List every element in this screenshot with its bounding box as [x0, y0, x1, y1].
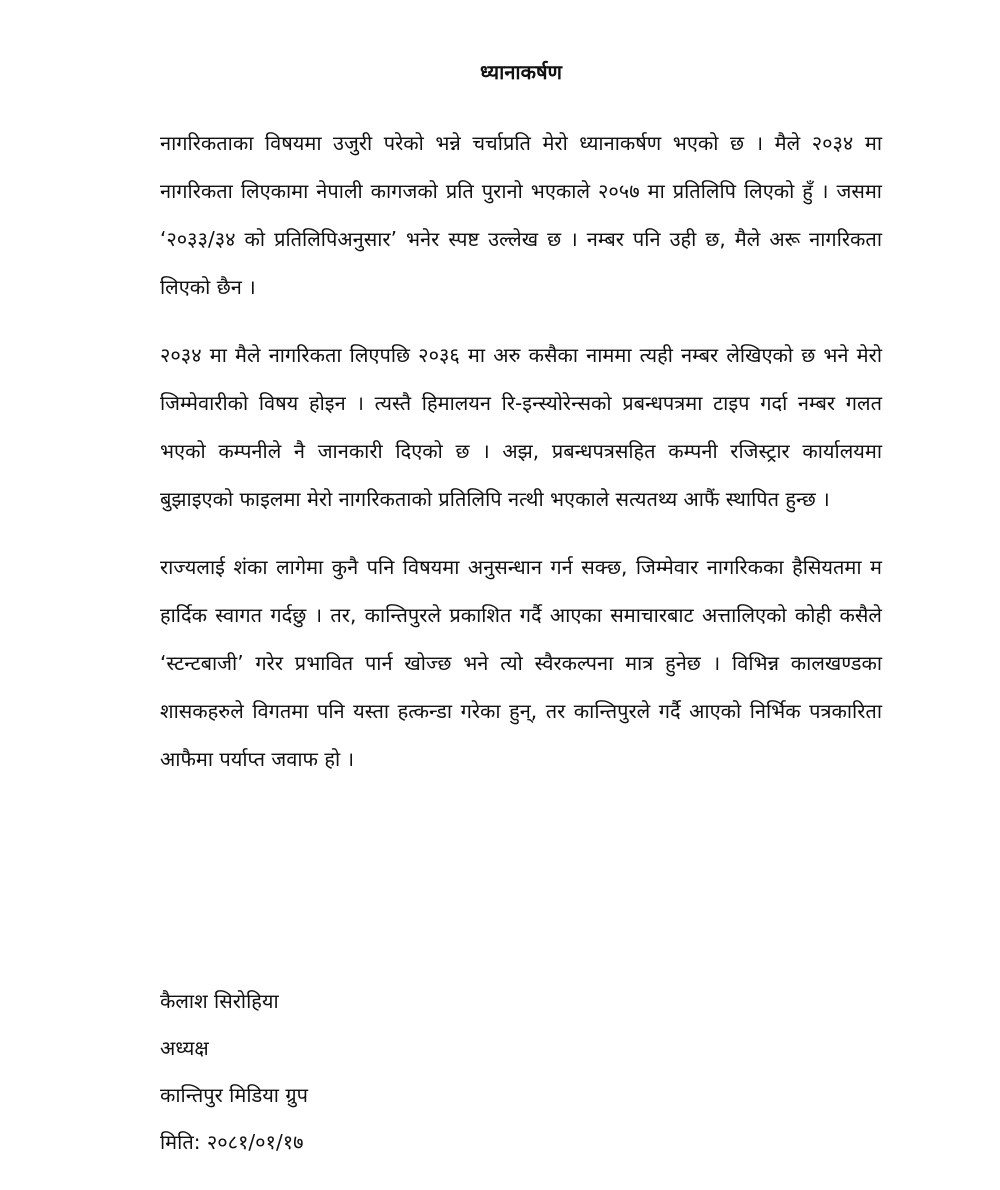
- document-title: ध्यानाकर्षण: [480, 60, 562, 84]
- paragraph-number-explanation: २०३४ मा मैले नागरिकता लिएपछि २०३६ मा अरु कसैका नाममा त्यही नम्बर लेखिएको छ भने मेरो जिम्मेवारीको विषय होइन । त्यस्तै हिमालयन रि-इन्स्योरेन्सको प्रबन्धपत्रमा टाइप गर्दा नम्बर गलत भएको कम्पनीले नै जानकारी दिएको छ । अझ, प्रबन्धपत्रसहित कम्पनी रजिस्ट्रार कार्यालयमा बुझाइएको फाइलमा मेरो नागरिकताको प्रतिलिपि नत्थी भएकाले सत्यतथ्य आफैं स्थापित हुन्छ ।: [160, 343, 882, 511]
- paragraph-investigation-welcome: राज्यलाई शंका लागेमा कुनै पनि विषयमा अनुसन्धान गर्न सक्छ, जिम्मेवार नागरिकका हैसियतमा म हार्दिक स्वागत गर्दछु । तर, कान्तिपुरले प्रकाशित गर्दै आएका समाचारबाट अत्तालिएको कोही कसैले ‘स्टन्टबाजी’ गरेर प्रभावित पार्न खोज्छ भने त्यो स्वैरकल्पना मात्र हुनेछ । विभिन्न कालखण्डका शासकहरुले विगतमा पनि यस्ता हत्कन्डा गरेका हुन्, तर कान्तिपुरले गर्दै आएको निर्भिक पत्रकारिता आफैमा पर्याप्त जवाफ हो ।: [160, 555, 882, 771]
- signatory-name: कैलाश सिरोहिया: [160, 989, 279, 1013]
- signatory-organization: कान्तिपुर मिडिया ग्रुप: [160, 1083, 308, 1107]
- signatory-position: अध्यक्ष: [160, 1036, 209, 1060]
- paragraph-citizenship-complaint: नागरिकताका विषयमा उजुरी परेको भन्ने चर्चाप्रति मेरो ध्यानाकर्षण भएको छ । मैले २०३४ मा नागरिकता लिएकामा नेपाली कागजको प्रति पुरानो भएकाले २०५७ मा प्रतिलिपि लिएको हुँ । जसमा ‘२०३३/३४ को प्रतिलिपिअनुसार’ भनेर स्पष्ट उल्लेख छ । नम्बर पनि उही छ, मैले अरू नागरिकता लिएको छैन ।: [160, 131, 882, 299]
- document-date: मिति: २०८१/०१/१७: [160, 1130, 304, 1154]
- signature-block: [160, 978, 308, 1166]
